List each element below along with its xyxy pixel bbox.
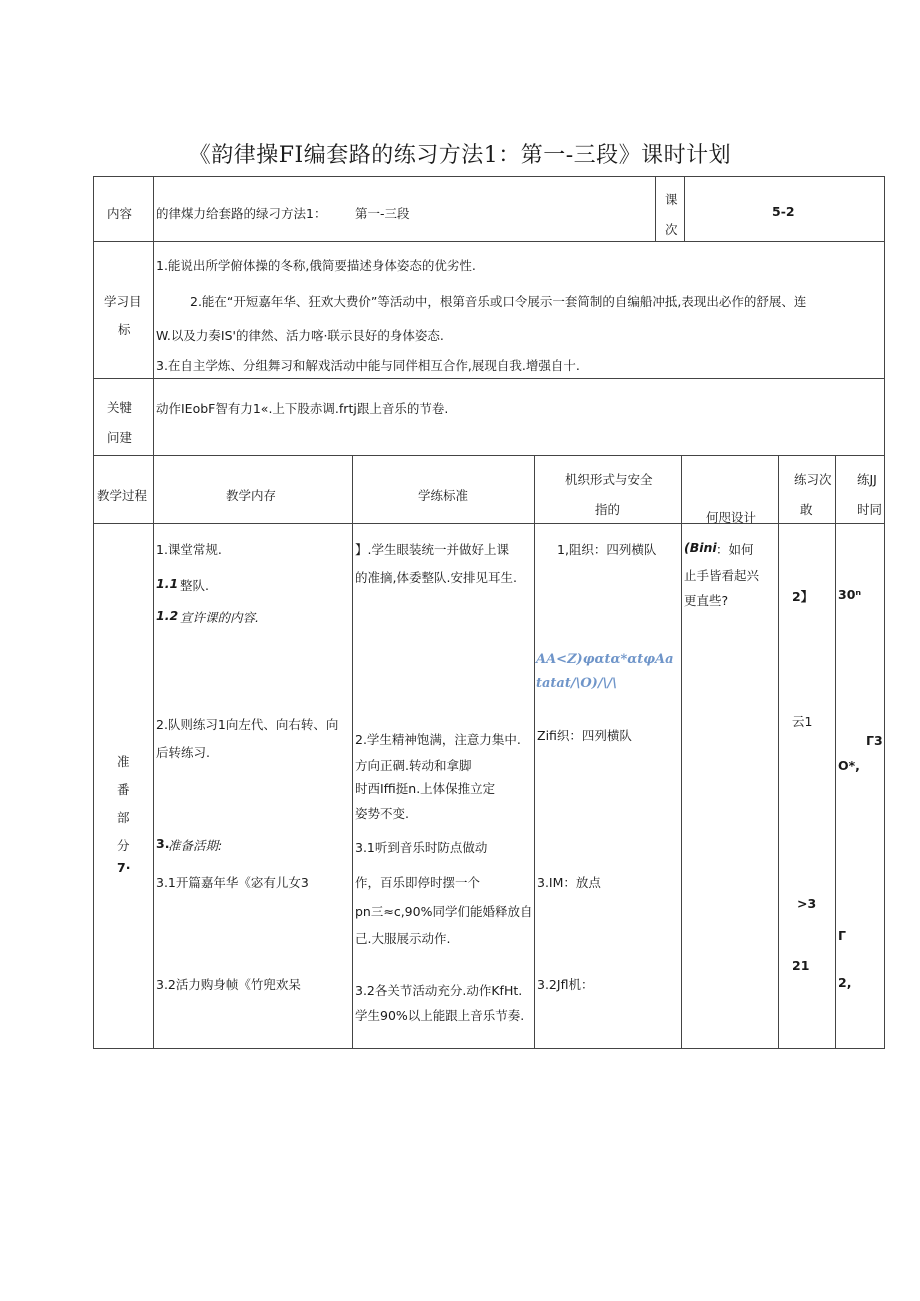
org-line-4: 3.2Jfl机： bbox=[537, 977, 594, 992]
lesson-label-bottom: 次 bbox=[665, 222, 678, 237]
count-value-1: 2】 bbox=[792, 589, 814, 604]
content-line-8: 3.2活力购身帧《竹兜欢呆 bbox=[156, 977, 301, 992]
lesson-label-top: 课 bbox=[665, 192, 678, 207]
goals-label-bottom: 标 bbox=[118, 322, 131, 337]
standard-line-7: 3.1听到音乐时防点做动 bbox=[355, 840, 488, 855]
section-char-3: 部 bbox=[117, 810, 130, 825]
standard-line-10: 己.大服展示动作. bbox=[355, 931, 451, 946]
header-standard: 学练标准 bbox=[418, 488, 469, 503]
section-char-5: 7· bbox=[117, 860, 131, 875]
goal-line-1: 1.能说出所学俯体操的冬称,俄简要描述身体姿态的优劣性. bbox=[156, 258, 476, 273]
time-value-5: 2, bbox=[838, 975, 852, 990]
count-value-3: >3 bbox=[797, 896, 817, 911]
content-line-6-text: 准备活期: bbox=[168, 838, 223, 853]
key-label-top: 关犍 bbox=[107, 400, 133, 415]
content-line-3-num: 1.2 bbox=[156, 608, 179, 623]
goal-line-3: W.以及力奏IS'的律然、活力喀·联示艮好的身体姿态. bbox=[156, 328, 444, 343]
org-line-3: 3.IM：放点 bbox=[537, 875, 601, 890]
lesson-value: 5-2 bbox=[772, 204, 795, 219]
count-value-4: 21 bbox=[792, 958, 810, 973]
standard-line-4: 方向正碉.转动和拿脚 bbox=[355, 758, 472, 773]
standard-line-5: 时西Iffi挺n.上体保推立定 bbox=[355, 781, 496, 796]
standard-line-12: 学生90%以上能跟上音乐节奏. bbox=[355, 1008, 525, 1023]
org-diagram-row-2: tatat/\O)/\/\ bbox=[536, 676, 617, 691]
header-org-bottom: 指的 bbox=[595, 502, 621, 517]
standard-line-8: 作，百乐即停时摆一个 bbox=[355, 875, 481, 890]
question-line-1-label: (Bini bbox=[684, 540, 717, 555]
time-value-3: O*, bbox=[838, 758, 860, 773]
content-line-4: 2.队则练习1向左代、向右转、向 bbox=[156, 717, 339, 732]
content-line-1: 1.课堂常规. bbox=[156, 542, 222, 557]
header-content: 教学内存 bbox=[226, 488, 277, 503]
goal-line-4: 3.在自主学炼、分组舞习和解戏活动中能与同伴相互合作,展现自我.增强自十. bbox=[156, 358, 580, 373]
standard-line-9: pn三≈c,90%同学们能婚释放自 bbox=[355, 904, 533, 919]
header-question: 何咫设计 bbox=[706, 510, 757, 525]
content-line-6-num: 3. bbox=[156, 836, 170, 851]
content-line-3-text: 宣许课的内容. bbox=[180, 610, 259, 625]
content-line-2-text: 整队. bbox=[180, 578, 209, 593]
content-value-segment: 第一-三段 bbox=[355, 206, 410, 221]
org-line-2: Zifi织：四列横队 bbox=[537, 728, 632, 743]
standard-line-2: 的准摘,体委整队.安排见耳生. bbox=[355, 570, 517, 585]
header-count-bottom: 敢 bbox=[800, 502, 813, 517]
org-line-1: 1,阻织：四列横队 bbox=[557, 542, 657, 557]
header-count-top: 练习次 bbox=[794, 472, 832, 487]
standard-line-6: 姿势不变. bbox=[355, 806, 409, 821]
standard-line-1: 】.学生眼装统一并做好上课 bbox=[355, 542, 509, 557]
question-line-3: 更直些? bbox=[684, 593, 729, 608]
page-title: 《韵律操FI编套路的练习方法1：第一-三段》课时计划 bbox=[188, 143, 732, 168]
content-line-2-num: 1.1 bbox=[156, 576, 179, 591]
header-time-bottom: 时同 bbox=[857, 502, 883, 517]
key-value: 动作IEobF智有力1«.上下股赤调.frtj跟上音乐的节卷. bbox=[156, 401, 449, 416]
question-line-1-text: ：如何 bbox=[716, 542, 754, 557]
key-label-bottom: 问建 bbox=[107, 430, 133, 445]
content-label: 内容 bbox=[107, 206, 133, 221]
header-org-top: 机织形式与安全 bbox=[565, 472, 653, 487]
content-line-5: 后转练习. bbox=[156, 745, 210, 760]
key-value-cell bbox=[153, 378, 885, 456]
goal-line-2: 2.能在“开短嘉年华、狂欢大费价”等活动中，根第音乐或口令展示一套简制的自编船冲抵,表现出必作的舒展、连 bbox=[190, 294, 807, 309]
content-col-cell bbox=[153, 523, 353, 1049]
section-char-2: 番 bbox=[117, 782, 130, 797]
count-value-2: 云1 bbox=[792, 714, 813, 729]
standard-line-3: 2.学生精神饱满，注意力集中. bbox=[355, 732, 521, 747]
org-diagram-row-1: AA<Z)φαtα*αtφAa bbox=[536, 652, 674, 667]
section-char-1: 准 bbox=[117, 754, 130, 769]
content-value: 的律煤力给套路的绿刁方法1： bbox=[156, 206, 327, 221]
goals-label-cell bbox=[93, 241, 154, 379]
question-line-2: 止手皆看起兴 bbox=[684, 568, 760, 583]
header-process: 教学过程 bbox=[97, 488, 148, 503]
time-value-1: 30ⁿ bbox=[838, 587, 862, 602]
section-char-4: 分 bbox=[117, 838, 130, 853]
content-line-7: 3.1开篇嘉年华《宓有儿女3 bbox=[156, 875, 309, 890]
goals-label-top: 学习目 bbox=[104, 294, 142, 309]
time-value-4: Γ bbox=[838, 928, 846, 943]
header-time-top: 练JJ bbox=[857, 472, 877, 487]
time-value-2: Γ3 bbox=[866, 733, 883, 748]
standard-line-11: 3.2各关节活动充分.动作KfHt. bbox=[355, 983, 523, 998]
org-col-cell bbox=[534, 523, 682, 1049]
